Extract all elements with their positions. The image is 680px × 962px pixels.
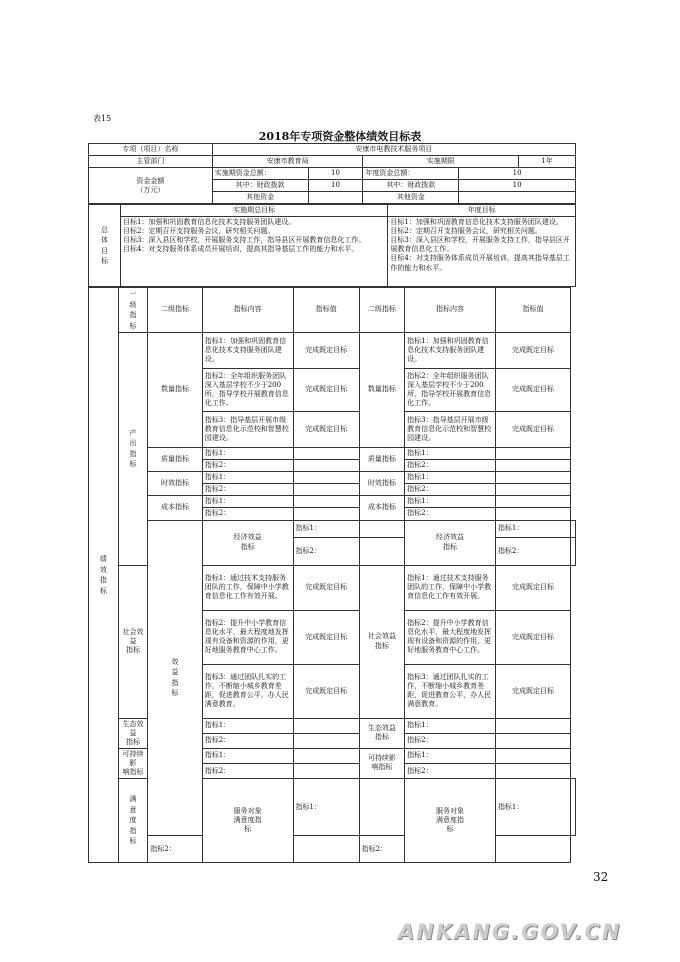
service-ind1-value bbox=[359, 779, 405, 836]
table-label: 表15 bbox=[93, 114, 112, 123]
econ-ind2-right: 指标2： bbox=[495, 537, 570, 565]
econ-ind1-right: 指标1： bbox=[495, 520, 570, 537]
econ-ind1: 指标1： bbox=[293, 520, 359, 537]
year-fiscal-label: 其中：财政拨款 bbox=[363, 180, 459, 192]
period-label: 实施期限 bbox=[363, 156, 519, 168]
sustain-ind1-value bbox=[293, 748, 359, 763]
social-ind3: 指标3：通过团队扎实的工作，不断缩小城乡教育差距，促进教育公平，办人民满意教育。 bbox=[202, 664, 293, 718]
cost-ind2-value bbox=[293, 508, 359, 520]
quantity-ind2: 指标2：全年组织服务团队深入基层学校不少于200所，指导学校开展教育信息化工作。 bbox=[202, 369, 293, 412]
econ-label: 经济效益 指标 bbox=[202, 520, 293, 565]
service-ind1-right: 指标1： bbox=[495, 779, 570, 836]
quality-ind1: 指标1： bbox=[202, 448, 293, 460]
quality-ind2-right: 指标2： bbox=[405, 460, 496, 472]
year-goal-header: 年度目标 bbox=[388, 205, 576, 217]
performance-table bbox=[88, 287, 576, 863]
quantity-ind2-right: 指标2：全年组织服务团队深入基层学校不少于200所，指导学校开展教育信息化工作。 bbox=[405, 369, 496, 412]
service-label-right: 服务对象 满意度指 标 bbox=[405, 779, 496, 863]
sustain-ind2-right: 指标2： bbox=[405, 763, 496, 778]
level2-header: 二级指标 bbox=[148, 288, 202, 333]
social-ind2-value: 完成既定目标 bbox=[293, 610, 359, 664]
year-fiscal-value: 10 bbox=[459, 180, 576, 192]
year-other-value bbox=[459, 192, 576, 204]
quality-label-right: 质量指标 bbox=[359, 448, 405, 472]
eco-ind1-value-right bbox=[495, 718, 570, 733]
quantity-ind2-value-right: 完成既定目标 bbox=[495, 369, 570, 412]
total-label: 实施期资金总额： bbox=[212, 168, 308, 180]
service-ind2-value-right bbox=[495, 836, 570, 863]
quantity-ind1: 指标1：加强和巩固教育信息化技术支持服务团队建设。 bbox=[202, 333, 293, 369]
eco-label: 生态效益 指标 bbox=[118, 718, 148, 748]
quality-ind1-right: 指标1： bbox=[405, 448, 496, 460]
sustain-ind1-value-right bbox=[495, 748, 570, 763]
year-goal-text: 目标1：加强和巩固教育信息化技术支持服务团队建设。 目标2：定期召开支持服务会议，研究相关问题。 目标3：深入县区和学校，开展服务支持工作，指导县区开展教育信息化工作。 目标4：对支持服务体系成员开展培训，提高其指导基层工作的能力和水平。 bbox=[388, 217, 576, 287]
perf-label: 绩 效 指 标 bbox=[89, 288, 119, 863]
eco-ind2-right: 指标2： bbox=[405, 733, 496, 748]
service-ind2: 指标2： bbox=[148, 836, 202, 863]
quantity-ind2-value: 完成既定目标 bbox=[293, 369, 359, 412]
overall-label: 总 体 目 标 bbox=[89, 205, 121, 287]
social-ind3-value-right: 完成既定目标 bbox=[495, 664, 570, 718]
sustain-ind2-value bbox=[293, 763, 359, 778]
social-ind1-right: 指标1：通过技术支持服务团队的工作，保障中小学教育信息化工作有效开展。 bbox=[405, 565, 496, 610]
content-header: 指标内容 bbox=[202, 288, 293, 333]
cost-ind1-value-right bbox=[495, 496, 570, 508]
social-ind3-right: 指标3：通过团队扎实的工作，不断缩小城乡教育差距，促进教育公平，办人民满意教育。 bbox=[405, 664, 496, 718]
level1-header: 一 级 指 标 bbox=[118, 288, 148, 333]
fiscal-value: 10 bbox=[308, 180, 363, 192]
cost-label-right: 成本指标 bbox=[359, 496, 405, 520]
total-value: 10 bbox=[308, 168, 363, 180]
service-ind2-right: 指标2： bbox=[359, 836, 405, 863]
watermark: ANKANG.GOV.CN bbox=[398, 920, 622, 944]
time-label-right: 时效指标 bbox=[359, 472, 405, 496]
econ-label-right: 经济效益 指标 bbox=[405, 520, 496, 565]
cost-ind2: 指标2： bbox=[202, 508, 293, 520]
benefit-label: 效 益 指 标 bbox=[148, 520, 202, 836]
satisfaction-label: 满 意 度 指 标 bbox=[118, 779, 148, 863]
eco-ind2-value bbox=[293, 733, 359, 748]
quantity-label: 数量指标 bbox=[148, 333, 202, 448]
quantity-ind3-right: 指标3：指导基层开展市级教育信息化示范校和智慧校园建设。 bbox=[405, 412, 496, 448]
quality-ind1-value bbox=[293, 448, 359, 460]
time-ind2: 指标2： bbox=[202, 484, 293, 496]
eco-ind1-value bbox=[293, 718, 359, 733]
dept-label: 主管部门 bbox=[89, 156, 213, 168]
social-ind2-right: 指标2：提升中小学教育信息化水平，最大程度地发挥现有设备和资源的作用，更好地服务教育中心工作。 bbox=[405, 610, 496, 664]
eco-label-right: 生态效益 指标 bbox=[359, 718, 405, 748]
other-value bbox=[308, 192, 363, 204]
quantity-ind3: 指标3：指导基层开展市级教育信息化示范校和智慧校园建设。 bbox=[202, 412, 293, 448]
quality-ind2: 指标2： bbox=[202, 460, 293, 472]
econ-ind2-value-right bbox=[571, 537, 576, 565]
quantity-ind3-value: 完成既定目标 bbox=[293, 412, 359, 448]
content-header-right: 指标内容 bbox=[405, 288, 496, 333]
value-header-right: 指标值 bbox=[495, 288, 570, 333]
sustain-label: 可持续影 响指标 bbox=[118, 748, 148, 778]
time-ind1: 指标1： bbox=[202, 472, 293, 484]
social-ind1: 指标1：通过技术支持服务团队的工作，保障中小学教育信息化工作有效开展。 bbox=[202, 565, 293, 610]
year-total-label: 年度资金总额： bbox=[363, 168, 459, 180]
quantity-ind1-value: 完成既定目标 bbox=[293, 333, 359, 369]
time-ind1-value-right bbox=[495, 472, 570, 484]
eco-ind1-right: 指标1： bbox=[405, 718, 496, 733]
time-ind2-value-right bbox=[495, 484, 570, 496]
quantity-label-right: 数量指标 bbox=[359, 333, 405, 448]
service-ind1-value-right bbox=[571, 779, 576, 836]
year-total-value: 10 bbox=[459, 168, 576, 180]
time-label: 时效指标 bbox=[148, 472, 202, 496]
project-name-label: 专项（项目）名称 bbox=[89, 144, 213, 156]
econ-ind1-value bbox=[359, 520, 405, 537]
time-ind2-value bbox=[293, 484, 359, 496]
funds-label: 资金金额 （万元） bbox=[89, 168, 213, 204]
quantity-ind3-value-right: 完成既定目标 bbox=[495, 412, 570, 448]
social-label: 社会效益 指标 bbox=[118, 565, 148, 718]
output-label: 产 出 指 标 bbox=[118, 333, 148, 566]
social-ind1-value-right: 完成既定目标 bbox=[495, 565, 570, 610]
dept-value: 安康市教育局 bbox=[212, 156, 363, 168]
page-title: 2018年专项资金整体绩效目标表 bbox=[258, 130, 422, 143]
cost-ind1-right: 指标1： bbox=[405, 496, 496, 508]
sustain-ind1-right: 指标1： bbox=[405, 748, 496, 763]
period-goal-text: 目标1：加强和巩固教育信息化技术支持服务团队建设。 目标2：定期召开支持服务会议，研究相关问题。 目标3：深入县区和学校，开展服务支持工作，指导县区开展教育信息化工作。 目标4：对支持服务体系成员开展培训，提高其指导基层工作的能力和水平。 bbox=[120, 217, 387, 287]
quality-ind2-value bbox=[293, 460, 359, 472]
econ-ind1-value-right bbox=[571, 520, 576, 537]
service-label: 服务对象 满意度指 标 bbox=[202, 779, 293, 863]
eco-ind2-value-right bbox=[495, 733, 570, 748]
cost-label: 成本指标 bbox=[148, 496, 202, 520]
header-table bbox=[88, 143, 576, 204]
social-ind2: 指标2：提升中小学教育信息化水平，最大程度地发挥现有设备和资源的作用，更好地服务教育中心工作。 bbox=[202, 610, 293, 664]
service-ind1: 指标1： bbox=[293, 779, 359, 836]
page-number: 32 bbox=[593, 870, 609, 884]
overall-goals-table bbox=[88, 204, 576, 287]
econ-ind2-value bbox=[359, 537, 405, 565]
quality-ind2-value-right bbox=[495, 460, 570, 472]
social-label-right: 社会效益 指标 bbox=[359, 565, 405, 718]
period-goal-header: 实施期总目标 bbox=[120, 205, 387, 217]
sustain-ind1: 指标1： bbox=[202, 748, 293, 763]
other-label: 其他资金 bbox=[212, 192, 308, 204]
cost-ind1: 指标1： bbox=[202, 496, 293, 508]
service-ind2-value bbox=[293, 836, 359, 863]
time-ind1-value bbox=[293, 472, 359, 484]
period-value: 1年 bbox=[519, 156, 576, 168]
quality-ind1-value-right bbox=[495, 448, 570, 460]
quantity-ind1-right: 指标1：加强和巩固教育信息化技术支持服务团队建设。 bbox=[405, 333, 496, 369]
time-ind2-right: 指标2： bbox=[405, 484, 496, 496]
sustain-ind2-value-right bbox=[495, 763, 570, 778]
social-ind3-value: 完成既定目标 bbox=[293, 664, 359, 718]
sustain-label-right: 可持续影 响指标 bbox=[359, 748, 405, 778]
cost-ind2-value-right bbox=[495, 508, 570, 520]
quantity-ind1-value-right: 完成既定目标 bbox=[495, 333, 570, 369]
eco-ind1: 指标1： bbox=[202, 718, 293, 733]
social-ind2-value-right: 完成既定目标 bbox=[495, 610, 570, 664]
quality-label: 质量指标 bbox=[148, 448, 202, 472]
level2-header-right: 二级指标 bbox=[359, 288, 405, 333]
fiscal-label: 其中：财政拨款 bbox=[212, 180, 308, 192]
econ-ind2: 指标2： bbox=[293, 537, 359, 565]
sustain-ind2: 指标2： bbox=[202, 763, 293, 778]
cost-ind1-value bbox=[293, 496, 359, 508]
project-name-value: 安康市电教技术服务项目 bbox=[212, 144, 575, 156]
social-ind1-value: 完成既定目标 bbox=[293, 565, 359, 610]
time-ind1-right: 指标1： bbox=[405, 472, 496, 484]
year-other-label: 其他资金 bbox=[363, 192, 459, 204]
cost-ind2-right: 指标2： bbox=[405, 508, 496, 520]
eco-ind2: 指标2： bbox=[202, 733, 293, 748]
value-header: 指标值 bbox=[293, 288, 359, 333]
